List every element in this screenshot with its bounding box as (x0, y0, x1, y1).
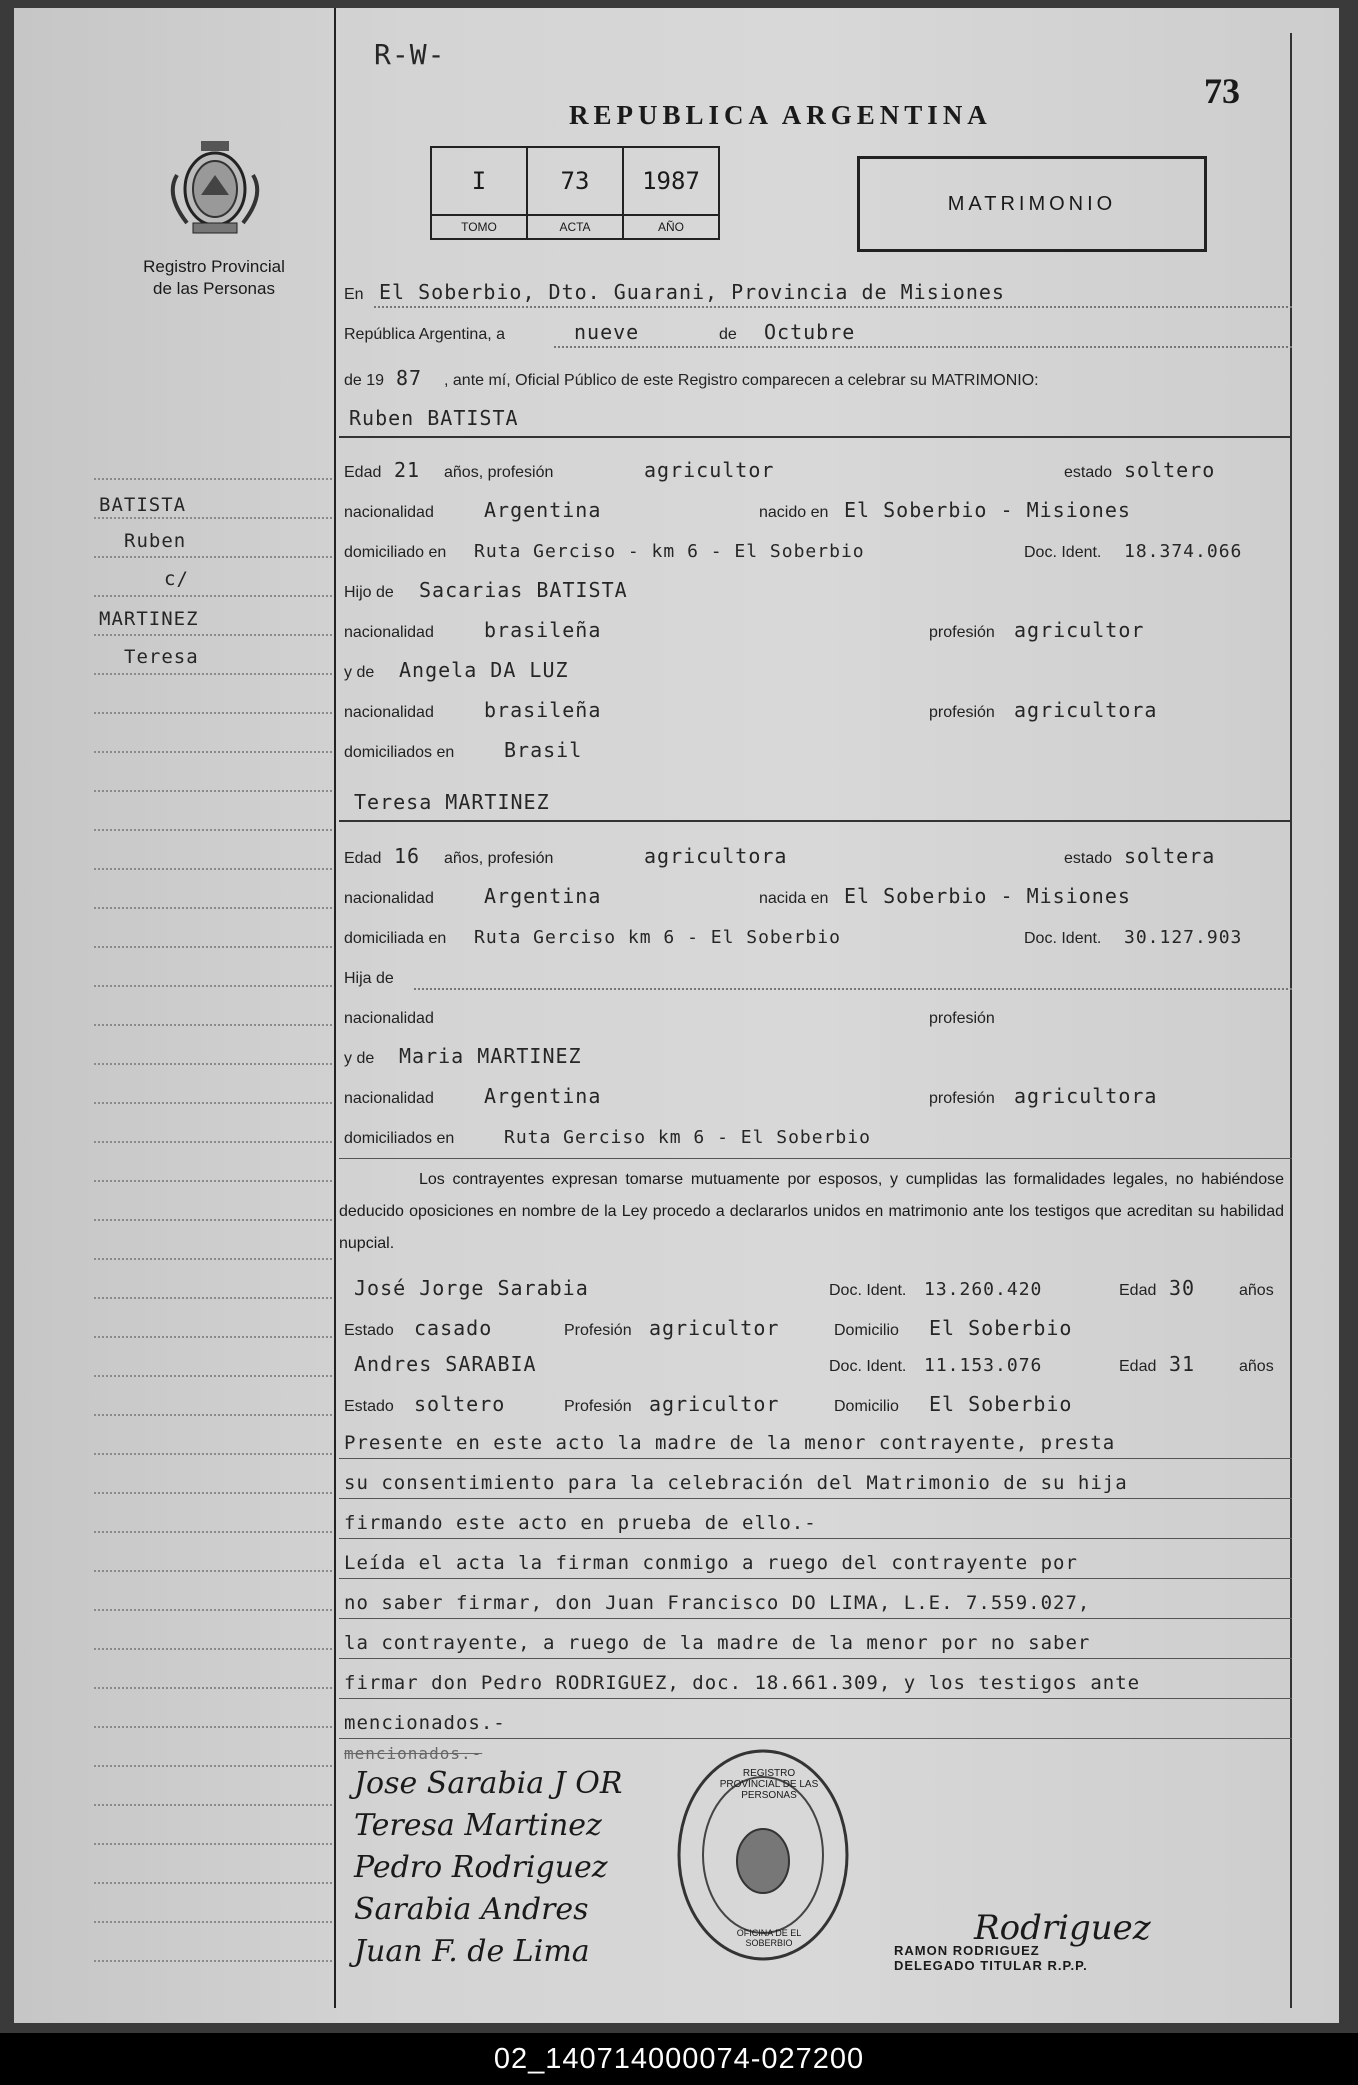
profesion-label: profesión (929, 1010, 995, 1027)
margin-dotted-line (94, 1882, 332, 1884)
declaration-text: Los contrayentes expresan tomarse mutuamente por esposos, y cumplidas las formalidades legales, no habiéndose deducido oposiciones en nombre de la Ley procedo a declararlos unidos en matrimonio ante los testigos que acreditan su habilidad nupcial. (339, 1171, 1284, 1252)
margin-dotted-line (94, 1102, 332, 1104)
intro-year: 87 (396, 366, 423, 390)
groom-name: Ruben BATISTA (349, 406, 519, 430)
groom-parents-domicile-row (344, 738, 1294, 766)
note-rule (339, 1538, 1292, 1539)
bride-mother-nat-row (344, 1084, 1294, 1112)
groom-domicile: Ruta Gerciso - km 6 - El Soberbio (474, 541, 865, 562)
official-title: DELEGADO TITULAR R.P.P. (894, 1958, 1088, 1973)
groom-father-row (344, 578, 1294, 606)
margin-dotted-line (94, 1180, 332, 1182)
bride-age: 16 (394, 844, 421, 868)
groom-nationality-row (344, 498, 1294, 526)
groom-mother-nat-row (344, 698, 1294, 726)
margin-dotted-line (94, 556, 332, 558)
groom-nationality: Argentina (484, 498, 602, 522)
margin-dotted-line (94, 751, 332, 753)
nacionalidad-label: nacionalidad (344, 1090, 434, 1107)
nacionalidad-label: nacionalidad (344, 890, 434, 907)
note-rule (339, 1458, 1292, 1459)
intro-place-row (344, 280, 1294, 308)
anio-value: 1987 (642, 167, 700, 195)
margin-dotted-line (94, 1921, 332, 1923)
tomo-value: I (471, 167, 487, 195)
profesion-label: profesión (929, 1090, 995, 1107)
intro-month: Octubre (764, 320, 856, 344)
nacionalidad-label: nacionalidad (344, 504, 434, 521)
domiciliado-label: domiciliado en (344, 544, 447, 561)
estado-label: estado (1064, 464, 1113, 481)
record-box (430, 146, 720, 240)
groom-father-nat-row (344, 618, 1294, 646)
domiciliados-label: domiciliados en (344, 1130, 455, 1147)
margin-dotted-line (94, 1726, 332, 1728)
bride-mother-profession: agricultora (1014, 1084, 1158, 1108)
groom-age: 21 (394, 458, 421, 482)
groom-domicile-row (344, 538, 1294, 566)
profesion-label: profesión (929, 704, 995, 721)
country-label: República Argentina, a (344, 326, 505, 343)
margin-dotted-line (94, 1570, 332, 1572)
nacida-label: nacida en (759, 890, 829, 907)
margin-dotted-line (94, 595, 332, 597)
bride-estado: soltera (1124, 844, 1216, 868)
bride-parents-domicile: Ruta Gerciso km 6 - El Soberbio (504, 1127, 871, 1148)
domicilio-label: Domicilio (834, 1322, 899, 1339)
margin-dotted-line (94, 673, 332, 675)
doc-label: Doc. Ident. (1024, 930, 1102, 947)
groom-estado: soltero (1124, 458, 1216, 482)
matrimonio-box: MATRIMONIO (857, 156, 1207, 252)
note-line: la contrayente, a ruego de la madre de la menor por no saber (344, 1632, 1091, 1654)
witness2-doc: 11.153.076 (924, 1355, 1043, 1376)
country-heading: REPUBLICA ARGENTINA (569, 100, 992, 130)
nacionalidad-label: nacionalidad (344, 624, 434, 641)
edad-label: Edad (344, 464, 382, 481)
margin-dotted-line (94, 1765, 332, 1767)
witness1-estado: casado (414, 1316, 493, 1340)
note-line: mencionados.- (344, 1712, 506, 1734)
margin-dotted-line (94, 1492, 332, 1494)
margin-dotted-line (94, 634, 332, 636)
edad-label: Edad (344, 850, 382, 867)
anio-cell (624, 148, 718, 238)
bride-name-row (344, 790, 1294, 818)
margin-dotted-line (94, 1336, 332, 1338)
witness1-detail-row (344, 1316, 1294, 1344)
signature-witness1: Jose Sarabia J OR (354, 1766, 623, 1801)
intro-statement: , ante mí, Oficial Público de este Registro comparecen a celebrar su MATRIMONIO: (444, 372, 1039, 389)
bride-mother-nationality: Argentina (484, 1084, 602, 1108)
tomo-cell (432, 148, 528, 238)
groom-father-nationality: brasileña (484, 618, 602, 642)
note-rule (339, 1738, 1292, 1739)
signature-witness2: Sarabia Andres (354, 1892, 589, 1927)
intro-place: El Soberbio, Dto. Guarani, Provincia de Misiones (379, 280, 1005, 304)
groom-father-profession: agricultor (1014, 618, 1145, 642)
doc-label: Doc. Ident. (1024, 544, 1102, 561)
note-rule (339, 1698, 1292, 1699)
margin-dotted-line (94, 829, 332, 831)
groom-mother-nationality: brasileña (484, 698, 602, 722)
margin-note-line1: BATISTA (99, 494, 187, 516)
year-prefix: de 19 (344, 372, 385, 389)
groom-doc: 18.374.066 (1124, 541, 1243, 562)
witness2-domicile: El Soberbio (929, 1392, 1073, 1416)
margin-dotted-line (94, 1843, 332, 1845)
estado-label: Estado (344, 1398, 394, 1415)
note-line: Leída el acta la firman conmigo a ruego del contrayente por (344, 1552, 1078, 1574)
groom-name-row (344, 406, 1294, 434)
estado-label: estado (1064, 850, 1113, 867)
stamp-text: REGISTRO PROVINCIAL DE LAS PERSONAS (719, 1768, 819, 1801)
profesion-label: Profesión (564, 1398, 632, 1415)
nacionalidad-label: nacionalidad (344, 1010, 434, 1027)
margin-dotted-line (94, 1063, 332, 1065)
witness2-profession: agricultor (649, 1392, 780, 1416)
margin-dotted-line (94, 1531, 332, 1533)
margin-dotted-line (94, 1960, 332, 1962)
margin-dotted-line (94, 712, 332, 714)
margin-dotted-line (94, 1297, 332, 1299)
witness1-domicile: El Soberbio (929, 1316, 1073, 1340)
note-rule (339, 1658, 1292, 1659)
witness1-age: 30 (1169, 1276, 1196, 1300)
margin-dotted-line (94, 1687, 332, 1689)
margin-rule (334, 8, 336, 2008)
margin-dotted-line (94, 478, 332, 480)
note-rule (339, 1578, 1292, 1579)
margin-note-line5: Teresa (124, 646, 199, 668)
witness2-row (344, 1352, 1294, 1380)
margin-dotted-line (94, 1414, 332, 1416)
profesion-label: profesión (929, 624, 995, 641)
edad-label: Edad (1119, 1358, 1157, 1375)
acta-label: ACTA (528, 214, 622, 238)
bride-parents-domicile-row (344, 1124, 1294, 1152)
witness2-age: 31 (1169, 1352, 1196, 1376)
footer-image-id: 02_140714000074-027200 (0, 2033, 1358, 2085)
margin-dotted-line (94, 907, 332, 909)
margin-dotted-line (94, 868, 332, 870)
witness1-row (344, 1276, 1294, 1304)
groom-mother-row (344, 658, 1294, 686)
margin-dotted-line (94, 1609, 332, 1611)
struck-note: mencionados.- (344, 1744, 483, 1763)
groom-birthplace: El Soberbio - Misiones (844, 498, 1131, 522)
margin-dotted-line (94, 1375, 332, 1377)
edad-label: Edad (1119, 1282, 1157, 1299)
anios-label: años (1239, 1358, 1274, 1375)
witness2-estado: soltero (414, 1392, 506, 1416)
margin-dotted-line (94, 1648, 332, 1650)
bride-doc: 30.127.903 (1124, 927, 1243, 948)
note-line: su consentimiento para la celebración del Matrimonio de su hija (344, 1472, 1128, 1494)
hijo-label: Hijo de (344, 584, 394, 601)
witness2-name: Andres SARABIA (354, 1352, 537, 1376)
tomo-label: TOMO (432, 214, 526, 238)
page-number: 73 (1204, 71, 1240, 111)
domiciliada-label: domiciliada en (344, 930, 447, 947)
registry-name (104, 256, 324, 300)
profesion-label: Profesión (564, 1322, 632, 1339)
document-sheet (14, 8, 1339, 2023)
margin-note-line2: Ruben (124, 530, 187, 552)
margin-dotted-line (94, 946, 332, 948)
doc-label: Doc. Ident. (829, 1282, 907, 1299)
groom-profession: agricultor (644, 458, 775, 482)
official-block (894, 1943, 1088, 1973)
witness2-detail-row (344, 1392, 1294, 1420)
margin-dotted-line (94, 517, 332, 519)
note-line: firmando este acto en prueba de ello.- (344, 1512, 817, 1534)
margin-dotted-line (94, 1258, 332, 1260)
bride-nationality-row (344, 884, 1294, 912)
y-de-label: y de (344, 664, 375, 681)
bride-mother-row (344, 1044, 1294, 1072)
note-rule (339, 1618, 1292, 1619)
signature-bride: Teresa Martinez (354, 1808, 602, 1843)
margin-note-line4: MARTINEZ (99, 608, 199, 630)
bride-father-nat-row (344, 1004, 1294, 1032)
ref-note: R-W- (374, 38, 446, 71)
intro-year-row (344, 366, 1294, 394)
official-signature: Rodriguez (974, 1908, 1151, 1948)
margin-dotted-line (94, 1141, 332, 1143)
y-de-label: y de (344, 1050, 375, 1067)
margin-dotted-line (94, 985, 332, 987)
intro-date-row (344, 320, 1294, 348)
margin-dotted-line (94, 790, 332, 792)
groom-parents-domicile: Brasil (504, 738, 583, 762)
doc-label: Doc. Ident. (829, 1358, 907, 1375)
bride-nationality: Argentina (484, 884, 602, 908)
margin-dotted-line (94, 1024, 332, 1026)
domicilio-label: Domicilio (834, 1398, 899, 1415)
nacido-label: nacido en (759, 504, 829, 521)
margin-dotted-line (94, 1804, 332, 1806)
bride-domicile-row (344, 924, 1294, 952)
signature-rodriguez: Pedro Rodriguez (354, 1850, 608, 1885)
bride-age-row (344, 844, 1294, 872)
stamp-bottom: OFICINA DE EL SOBERBIO (736, 1928, 802, 1948)
anio-label: AÑO (624, 214, 718, 238)
intro-day: nueve (574, 320, 640, 344)
groom-age-row (344, 458, 1294, 486)
margin-dotted-line (94, 1219, 332, 1221)
note-line: firmar don Pedro RODRIGUEZ, doc. 18.661.309, y los testigos ante (344, 1672, 1141, 1694)
note-line: no saber firmar, don Juan Francisco DO LIMA, L.E. 7.559.027, (344, 1592, 1091, 1614)
witness1-profession: agricultor (649, 1316, 780, 1340)
bride-name: Teresa MARTINEZ (354, 790, 550, 814)
province-emblem-icon (157, 135, 273, 239)
signature-lima: Juan F. de Lima (354, 1934, 590, 1969)
de-label: de (719, 326, 737, 343)
margin-dotted-line (94, 1453, 332, 1455)
en-label: En (344, 286, 364, 303)
domiciliados-label: domiciliados en (344, 744, 455, 761)
hija-label: Hija de (344, 970, 394, 987)
registry-line2: de las Personas (153, 279, 275, 298)
bride-birthplace: El Soberbio - Misiones (844, 884, 1131, 908)
note-line: Presente en este acto la madre de la menor contrayente, presta (344, 1432, 1116, 1454)
groom-mother: Angela DA LUZ (399, 658, 569, 682)
witness1-name: José Jorge Sarabia (354, 1276, 589, 1300)
acta-cell (528, 148, 624, 238)
anios-profesion-label: años, profesión (444, 850, 554, 867)
nacionalidad-label: nacionalidad (344, 704, 434, 721)
groom-mother-profession: agricultora (1014, 698, 1158, 722)
witness1-doc: 13.260.420 (924, 1279, 1043, 1300)
groom-father: Sacarias BATISTA (419, 578, 628, 602)
registry-line1: Registro Provincial (143, 257, 285, 276)
acta-value: 73 (560, 167, 590, 195)
bride-domicile: Ruta Gerciso km 6 - El Soberbio (474, 927, 841, 948)
anios-label: años (1239, 1282, 1274, 1299)
margin-note-line3: c/ (164, 568, 189, 590)
estado-label: Estado (344, 1322, 394, 1339)
bride-mother: Maria MARTINEZ (399, 1044, 582, 1068)
official-name: RAMON RODRIGUEZ (894, 1943, 1040, 1958)
anios-profesion-label: años, profesión (444, 464, 554, 481)
bride-profession: agricultora (644, 844, 788, 868)
note-rule (339, 1498, 1292, 1499)
